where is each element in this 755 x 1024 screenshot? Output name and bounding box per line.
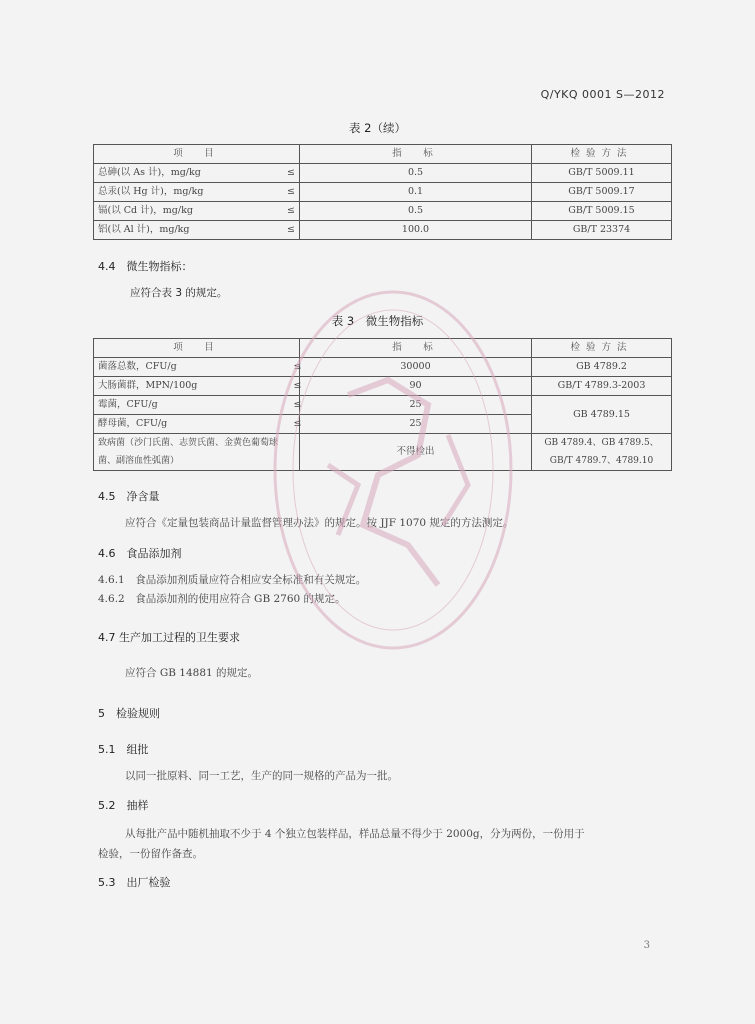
section-4-4-text: 应符合表 3 的规定。	[130, 287, 228, 299]
cell-op: ≤	[254, 164, 300, 183]
cell-value: 25	[300, 396, 532, 415]
table3	[93, 338, 672, 471]
cell-op: ≤	[290, 396, 300, 415]
cell-value: 0.5	[300, 202, 532, 221]
cell-value: 30000	[300, 358, 532, 377]
cell-op: ≤	[290, 358, 300, 377]
cell-item: 镉(以 Cd 计)，mg/kg	[94, 202, 254, 221]
table3-header-row	[94, 339, 672, 358]
section-5-1-title: 5.1 组批	[98, 743, 149, 756]
cell-value: 0.5	[300, 164, 532, 183]
cell-value: 90	[300, 377, 532, 396]
page-number: 3	[643, 940, 650, 951]
cell-item: 铝(以 Al 计)，mg/kg	[94, 221, 254, 240]
section-4-6-2: 4.6.2 食品添加剂的使用应符合 GB 2760 的规定。	[98, 593, 346, 605]
section-4-4-title: 4.4 微生物指标：	[98, 260, 193, 273]
standard-code: Q/YKQ 0001 S—2012	[540, 88, 665, 101]
table2-header-row	[94, 145, 672, 164]
cell-method-merged: GB 4789.15	[532, 396, 672, 434]
header-method: 检验方法	[532, 145, 672, 164]
cell-value: 0.1	[300, 183, 532, 202]
cell-method: GB/T 4789.3-2003	[532, 377, 672, 396]
header-index: 指 标	[300, 339, 532, 358]
section-4-7-text: 应符合 GB 14881 的规定。	[125, 667, 259, 679]
table2-caption: 表 2（续）	[349, 121, 406, 135]
cell-op: ≤	[254, 202, 300, 221]
section-5-title: 5 检验规则	[98, 707, 160, 720]
cell-item: 酵母菌，CFU/g	[94, 415, 290, 434]
cell-item: 致病菌（沙门氏菌、志贺氏菌、金黄色葡萄球菌、副溶血性弧菌）	[94, 434, 300, 471]
section-4-6-1: 4.6.1 食品添加剂质量应符合相应安全标准和有关规定。	[98, 574, 367, 586]
cell-op: ≤	[254, 183, 300, 202]
table-row	[94, 164, 672, 183]
cell-value: 100.0	[300, 221, 532, 240]
section-5-2-text-line1: 从每批产品中随机抽取不少于 4 个独立包装样品，样品总量不得少于 2000g，分为两份，一份用于	[125, 828, 585, 840]
cell-method: GB/T 5009.17	[532, 183, 672, 202]
cell-op: ≤	[254, 221, 300, 240]
table2	[93, 144, 672, 240]
cell-op: ≤	[290, 415, 300, 434]
section-4-7-title: 4.7 生产加工过程的卫生要求	[98, 631, 240, 644]
section-5-1-text: 以同一批原料、同一工艺，生产的同一规格的产品为一批。	[125, 770, 398, 782]
table-row	[94, 221, 672, 240]
cell-method: GB 4789.4、GB 4789.5、GB/T 4789.7、4789.10	[532, 434, 672, 471]
cell-method: GB/T 5009.11	[532, 164, 672, 183]
table-row	[94, 434, 672, 471]
cell-method: GB/T 23374	[532, 221, 672, 240]
header-item: 项 目	[94, 339, 300, 358]
cell-item: 总砷(以 As 计)，mg/kg	[94, 164, 254, 183]
cell-value: 25	[300, 415, 532, 434]
section-4-6-title: 4.6 食品添加剂	[98, 547, 182, 560]
section-5-2-title: 5.2 抽样	[98, 799, 149, 812]
header-index: 指 标	[300, 145, 532, 164]
table-row	[94, 183, 672, 202]
cell-item: 大肠菌群，MPN/100g	[94, 377, 290, 396]
cell-method: GB 4789.2	[532, 358, 672, 377]
section-4-5-title: 4.5 净含量	[98, 490, 160, 503]
table3-caption: 表 3 微生物指标	[331, 314, 424, 328]
header-method: 检验方法	[532, 339, 672, 358]
table-row	[94, 202, 672, 221]
table-row	[94, 396, 672, 415]
section-5-2-text-line2: 检验，一份留作备查。	[98, 848, 203, 860]
cell-op: ≤	[290, 377, 300, 396]
cell-item: 总汞(以 Hg 计)，mg/kg	[94, 183, 254, 202]
header-item: 项 目	[94, 145, 300, 164]
table-row	[94, 377, 672, 396]
table-row	[94, 358, 672, 377]
cell-item: 霉菌，CFU/g	[94, 396, 290, 415]
cell-value: 不得检出	[300, 434, 532, 471]
section-5-3-title: 5.3 出厂检验	[98, 876, 171, 889]
cell-method: GB/T 5009.15	[532, 202, 672, 221]
section-4-5-text: 应符合《定量包装商品计量监督管理办法》的规定。按 JJF 1070 规定的方法测定。	[125, 517, 514, 529]
cell-item: 菌落总数，CFU/g	[94, 358, 290, 377]
